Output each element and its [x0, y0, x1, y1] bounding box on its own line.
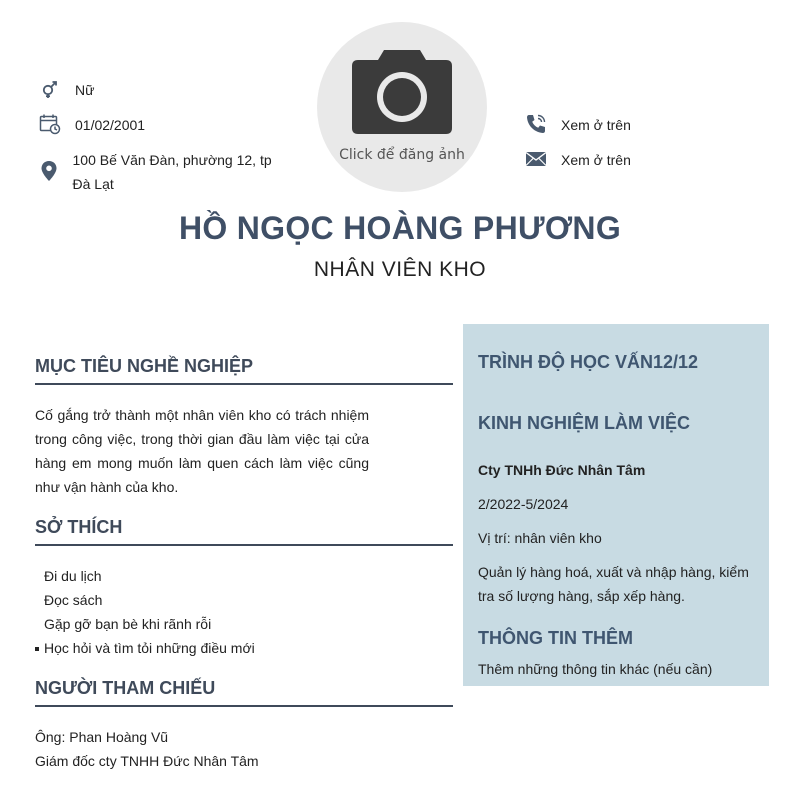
- hobby-item: Đi du lịch: [44, 568, 102, 584]
- email-value: Xem ở trên: [561, 152, 631, 168]
- dob-row: [39, 113, 145, 137]
- dob-value: 01/02/2001: [75, 117, 146, 133]
- hobby-item: Học hỏi và tìm tỏi những điều mới: [35, 636, 453, 660]
- job-title: NHÂN VIÊN KHO: [313, 258, 487, 281]
- extra-heading: THÔNG TIN THÊM: [478, 628, 633, 648]
- education-heading: [478, 352, 754, 373]
- email-row: [525, 148, 631, 172]
- phone-row: [525, 113, 631, 137]
- references-heading: NGƯỜI THAM CHIẾU: [35, 678, 453, 707]
- experience-period: 2/2022-5/2024: [478, 496, 569, 512]
- objective-heading: MỤC TIÊU NGHỀ NGHIỆP: [35, 356, 453, 385]
- hobby-item: Đọc sách: [44, 592, 103, 608]
- calendar-icon: [39, 113, 61, 135]
- gender-icon: [39, 78, 61, 100]
- gender-row: [39, 78, 94, 102]
- hobby-item: Gặp gỡ bạn bè khi rãnh rỗi: [44, 616, 212, 632]
- gender-value: Nữ: [75, 82, 95, 98]
- experience-company: Cty TNHh Đức Nhân Tâm: [478, 462, 646, 478]
- education-heading-label: TRÌNH ĐỘ HỌC VẤN: [478, 352, 653, 372]
- reference-position: Giám đốc cty TNHH Đức Nhân Tâm: [35, 753, 259, 769]
- phone-value: Xem ở trên: [561, 117, 631, 133]
- hobbies-heading: SỞ THÍCH: [35, 517, 453, 546]
- location-pin-icon: [39, 160, 59, 182]
- right-sidebar: [463, 324, 769, 686]
- experience-description: Quản lý hàng hoá, xuất và nhập hàng, kiểm tra số lượng hàng, sắp xếp hàng.: [478, 564, 749, 604]
- left-column: [35, 356, 453, 773]
- address-row: [39, 148, 289, 196]
- extra-text: Thêm những thông tin khác (nếu cần): [478, 661, 713, 677]
- avatar-upload[interactable]: [317, 22, 487, 192]
- address-value: 100 Bế Văn Đàn, phường 12, tp Đà Lạt: [72, 152, 272, 192]
- full-name: HỒ NGỌC HOÀNG PHƯƠNG: [178, 210, 622, 246]
- phone-icon: [525, 113, 547, 135]
- camera-icon: [350, 46, 454, 141]
- education-value: 12/12: [653, 352, 699, 372]
- reference-name: Ông: Phan Hoàng Vũ: [35, 729, 169, 745]
- avatar-caption: Click để đăng ảnh: [339, 146, 465, 163]
- experience-position: Vị trí: nhân viên kho: [478, 530, 602, 546]
- objective-text: Cố gắng trở thành một nhân viên kho có trách nhiệm trong công việc, trong thời gian đầu làm việc tại cửa hàng em mong muốn làm quen cách làm việc cũng như vận hành của kho.: [35, 407, 369, 495]
- experience-heading: KINH NGHIỆM LÀM VIỆC: [478, 413, 691, 433]
- envelope-icon: [525, 148, 547, 170]
- hobbies-list: [35, 564, 453, 660]
